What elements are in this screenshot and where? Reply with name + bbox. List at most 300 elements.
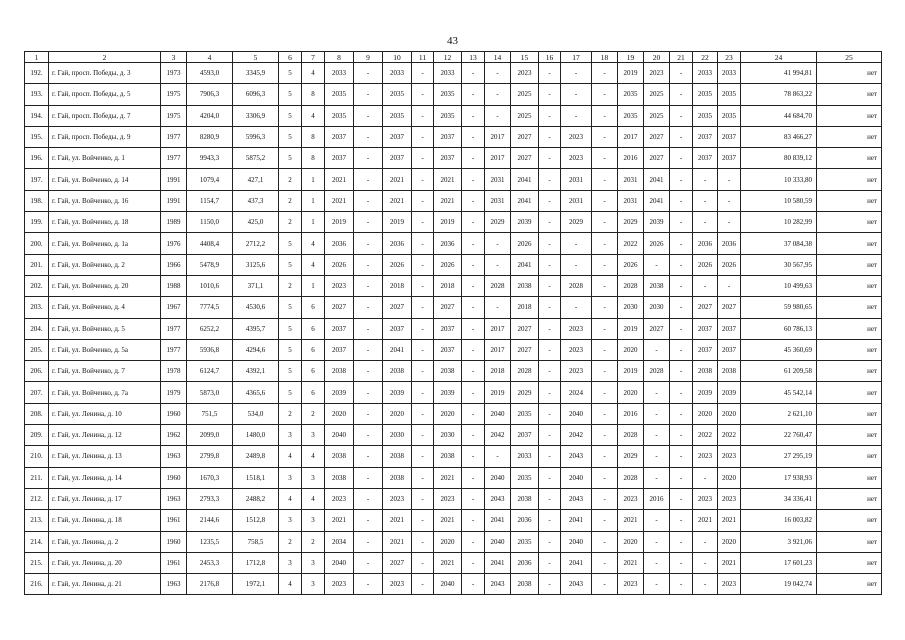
row-number-cell: 195. — [25, 126, 49, 147]
table-cell: 4 — [279, 446, 302, 467]
table-cell: 2033 — [325, 63, 354, 84]
table-cell: 1512,8 — [233, 510, 279, 531]
table-cell: 2040 — [561, 403, 592, 424]
table-cell: 4365,6 — [233, 382, 279, 403]
table-cell: 2027 — [718, 297, 741, 318]
table-cell: 2037 — [383, 126, 412, 147]
table-row — [25, 190, 882, 211]
table-cell: - — [354, 574, 383, 595]
table-cell: - — [539, 84, 561, 105]
table-cell: нет — [817, 297, 882, 318]
table-row — [25, 318, 882, 339]
table-cell: - — [462, 297, 485, 318]
table-cell: 5 — [279, 339, 302, 360]
table-cell: 2026 — [325, 254, 354, 275]
table-cell: - — [539, 361, 561, 382]
table-cell: 2033 — [434, 63, 462, 84]
table-cell: 2038 — [325, 446, 354, 467]
table-cell: 10 499,63 — [741, 275, 817, 296]
table-cell: 2027 — [383, 552, 412, 573]
address-cell: г. Гай, ул. Ленина, д. 21 — [49, 574, 161, 595]
table-cell: - — [670, 105, 693, 126]
table-cell: 2023 — [383, 574, 412, 595]
column-number-header: 20 — [644, 52, 670, 63]
table-cell: 17 938,93 — [741, 467, 817, 488]
table-cell: - — [670, 169, 693, 190]
table-cell: нет — [817, 425, 882, 446]
table-cell: - — [462, 105, 485, 126]
table-cell: 3 921,06 — [741, 531, 817, 552]
table-cell: 2028 — [485, 275, 511, 296]
address-cell: г. Гай, ул. Ленина, д. 10 — [49, 403, 161, 424]
table-cell: 2035 — [511, 403, 539, 424]
table-cell: 2042 — [485, 425, 511, 446]
row-number-cell: 196. — [25, 148, 49, 169]
table-cell: - — [462, 190, 485, 211]
table-cell: 1960 — [161, 403, 187, 424]
table-cell: 2040 — [485, 403, 511, 424]
table-cell: - — [561, 84, 592, 105]
table-cell: 2 — [279, 403, 302, 424]
table-cell: 3 — [302, 425, 325, 446]
table-cell: - — [354, 148, 383, 169]
table-cell: - — [354, 446, 383, 467]
table-cell: 2026 — [511, 233, 539, 254]
table-cell: 2020 — [718, 403, 741, 424]
table-cell: 2025 — [644, 84, 670, 105]
table-cell: 1977 — [161, 126, 187, 147]
table-cell: 2027 — [434, 297, 462, 318]
table-cell: - — [462, 233, 485, 254]
table-cell: 2144,6 — [187, 510, 233, 531]
table-cell: 2019 — [485, 382, 511, 403]
table-cell: 2020 — [618, 382, 644, 403]
table-cell: - — [718, 190, 741, 211]
table-cell: нет — [817, 105, 882, 126]
table-cell: 4 — [302, 105, 325, 126]
table-cell: - — [592, 297, 618, 318]
table-cell: 5 — [279, 148, 302, 169]
column-number-header: 12 — [434, 52, 462, 63]
table-cell: 2039 — [511, 212, 539, 233]
table-cell: 4530,6 — [233, 297, 279, 318]
table-cell: 2022 — [618, 233, 644, 254]
table-cell: 2023 — [561, 148, 592, 169]
table-cell: - — [462, 552, 485, 573]
table-cell: - — [412, 148, 434, 169]
table-cell: 2023 — [325, 574, 354, 595]
table-row — [25, 574, 882, 595]
table-row — [25, 446, 882, 467]
table-cell: 2030 — [618, 297, 644, 318]
table-cell: 2019 — [434, 212, 462, 233]
table-cell: - — [539, 318, 561, 339]
table-cell: 2038 — [718, 361, 741, 382]
table-cell: - — [644, 425, 670, 446]
column-number-header: 3 — [161, 52, 187, 63]
table-cell: 2038 — [434, 361, 462, 382]
table-cell: 4 — [302, 254, 325, 275]
table-cell: 2037 — [325, 148, 354, 169]
table-cell: 2020 — [693, 403, 718, 424]
table-cell: 2038 — [434, 446, 462, 467]
table-cell: - — [670, 403, 693, 424]
table-cell: - — [412, 361, 434, 382]
table-cell: 1 — [302, 169, 325, 190]
table-cell: 2036 — [511, 510, 539, 531]
address-cell: г. Гай, ул. Войченко, д. 20 — [49, 275, 161, 296]
table-cell: - — [670, 233, 693, 254]
table-cell: нет — [817, 467, 882, 488]
table-cell: 2023 — [511, 63, 539, 84]
table-cell: - — [644, 254, 670, 275]
table-cell: 2023 — [718, 488, 741, 509]
column-number-header: 11 — [412, 52, 434, 63]
table-cell: 5 — [279, 63, 302, 84]
row-number-cell: 207. — [25, 382, 49, 403]
table-cell: 1989 — [161, 212, 187, 233]
table-cell: 2025 — [644, 105, 670, 126]
table-cell: 2453,3 — [187, 552, 233, 573]
table-cell: 2028 — [561, 275, 592, 296]
table-cell: 2037 — [434, 318, 462, 339]
table-cell: 2026 — [718, 254, 741, 275]
table-cell: 2029 — [618, 212, 644, 233]
table-cell: 2041 — [644, 169, 670, 190]
table-cell: 2031 — [618, 169, 644, 190]
table-cell: 2023 — [644, 63, 670, 84]
address-cell: г. Гай, ул. Ленина, д. 18 — [49, 510, 161, 531]
table-cell: - — [718, 169, 741, 190]
table-cell: - — [354, 63, 383, 84]
column-number-header: 16 — [539, 52, 561, 63]
table-cell: 2025 — [511, 105, 539, 126]
table-cell: 2037 — [718, 318, 741, 339]
table-cell: - — [354, 105, 383, 126]
table-cell: 22 760,47 — [741, 425, 817, 446]
table-cell: - — [412, 425, 434, 446]
table-cell: 2035 — [693, 105, 718, 126]
table-cell: - — [644, 382, 670, 403]
table-cell: 2022 — [718, 425, 741, 446]
table-cell: - — [561, 63, 592, 84]
row-number-cell: 212. — [25, 488, 49, 509]
table-cell: 2023 — [693, 446, 718, 467]
table-cell: 2041 — [644, 190, 670, 211]
table-cell: - — [644, 467, 670, 488]
table-cell: 1712,8 — [233, 552, 279, 573]
table-cell: 3 — [279, 467, 302, 488]
table-cell: 3306,9 — [233, 105, 279, 126]
table-cell: - — [539, 126, 561, 147]
table-cell: 10 333,80 — [741, 169, 817, 190]
table-cell: - — [462, 361, 485, 382]
table-cell: 8280,9 — [187, 126, 233, 147]
table-cell: 2 621,10 — [741, 403, 817, 424]
column-number-header: 7 — [302, 52, 325, 63]
table-cell: - — [412, 382, 434, 403]
table-cell: 2026 — [693, 254, 718, 275]
table-cell: 2028 — [618, 467, 644, 488]
table-cell: - — [670, 297, 693, 318]
table-cell: 2035 — [434, 84, 462, 105]
table-cell: 2019 — [325, 212, 354, 233]
table-cell: 2036 — [434, 233, 462, 254]
table-cell: 2026 — [644, 233, 670, 254]
table-cell: 5875,2 — [233, 148, 279, 169]
table-cell: 751,5 — [187, 403, 233, 424]
table-cell: 80 839,12 — [741, 148, 817, 169]
table-row — [25, 467, 882, 488]
table-cell: - — [412, 318, 434, 339]
table-cell: 1963 — [161, 488, 187, 509]
table-cell: 2033 — [693, 63, 718, 84]
table-cell: 2030 — [644, 297, 670, 318]
table-cell: 2040 — [325, 425, 354, 446]
table-cell: 19 042,74 — [741, 574, 817, 595]
table-cell: 2712,2 — [233, 233, 279, 254]
table-cell: - — [670, 488, 693, 509]
table-cell: - — [462, 403, 485, 424]
table-cell: - — [412, 126, 434, 147]
table-cell: - — [539, 574, 561, 595]
table-cell: нет — [817, 233, 882, 254]
row-number-cell: 211. — [25, 467, 49, 488]
table-cell: 2017 — [485, 339, 511, 360]
table-cell: 3125,6 — [233, 254, 279, 275]
address-cell: г. Гай, ул. Войченко, д. 1 — [49, 148, 161, 169]
table-cell: 2037 — [511, 425, 539, 446]
table-cell: - — [693, 531, 718, 552]
table-cell: - — [718, 275, 741, 296]
table-row — [25, 510, 882, 531]
table-cell: 3 — [302, 510, 325, 531]
table-cell: 2036 — [325, 233, 354, 254]
table-cell: нет — [817, 212, 882, 233]
table-cell: 2176,8 — [187, 574, 233, 595]
table-cell: - — [412, 84, 434, 105]
table-cell: 2029 — [561, 212, 592, 233]
table-cell: - — [412, 190, 434, 211]
table-cell: - — [412, 339, 434, 360]
row-number-cell: 215. — [25, 552, 49, 573]
table-cell: - — [670, 275, 693, 296]
table-row — [25, 552, 882, 573]
row-number-cell: 216. — [25, 574, 49, 595]
table-cell: - — [412, 63, 434, 84]
table-cell: 2026 — [434, 254, 462, 275]
table-cell: - — [354, 169, 383, 190]
table-cell: - — [354, 552, 383, 573]
page-number: 43 — [447, 35, 458, 47]
table-cell: 2038 — [383, 361, 412, 382]
table-cell: 2039 — [693, 382, 718, 403]
table-cell: 2021 — [383, 510, 412, 531]
table-cell: 1979 — [161, 382, 187, 403]
table-cell: - — [539, 297, 561, 318]
column-number-header: 14 — [485, 52, 511, 63]
table-cell: 2033 — [511, 446, 539, 467]
table-cell: - — [412, 254, 434, 275]
row-number-cell: 204. — [25, 318, 49, 339]
table-cell: 2021 — [618, 510, 644, 531]
table-cell: - — [462, 275, 485, 296]
table-row — [25, 254, 882, 275]
table-cell: - — [412, 488, 434, 509]
table-cell: 2021 — [718, 510, 741, 531]
table-cell: 1961 — [161, 552, 187, 573]
table-cell: 2027 — [511, 318, 539, 339]
table-cell: - — [462, 488, 485, 509]
table-cell: 425,0 — [233, 212, 279, 233]
table-cell: 5 — [279, 254, 302, 275]
table-cell: 2019 — [618, 361, 644, 382]
table-cell: 2037 — [718, 126, 741, 147]
table-cell: 2039 — [718, 382, 741, 403]
address-cell: г. Гай, ул. Войченко, д. 18 — [49, 212, 161, 233]
row-number-cell: 206. — [25, 361, 49, 382]
table-cell: - — [412, 552, 434, 573]
table-cell: - — [354, 297, 383, 318]
table-cell: 758,5 — [233, 531, 279, 552]
table-cell: 2037 — [383, 148, 412, 169]
table-cell: 2488,2 — [233, 488, 279, 509]
table-cell: 1961 — [161, 510, 187, 531]
table-cell: 2042 — [561, 425, 592, 446]
table-cell: 2029 — [618, 446, 644, 467]
table-row — [25, 105, 882, 126]
table-cell: 2036 — [693, 233, 718, 254]
table-cell: - — [462, 84, 485, 105]
table-cell: 2021 — [325, 169, 354, 190]
table-cell: 2043 — [561, 574, 592, 595]
table-cell: - — [412, 275, 434, 296]
table-cell: - — [670, 212, 693, 233]
table-cell: 2022 — [693, 425, 718, 446]
table-cell: 2041 — [561, 510, 592, 531]
table-cell: 2035 — [383, 84, 412, 105]
table-cell: 6 — [302, 382, 325, 403]
column-number-header: 1 — [25, 52, 49, 63]
table-cell: - — [670, 84, 693, 105]
table-cell: 1972,1 — [233, 574, 279, 595]
table-cell: 7774,5 — [187, 297, 233, 318]
table-cell: 44 684,70 — [741, 105, 817, 126]
table-cell: 2043 — [485, 574, 511, 595]
table-cell: - — [354, 84, 383, 105]
table-cell: 3 — [279, 425, 302, 446]
table-cell: 6 — [302, 361, 325, 382]
table-cell: - — [539, 190, 561, 211]
table-row — [25, 339, 882, 360]
table-cell: 2031 — [485, 169, 511, 190]
table-cell: - — [644, 339, 670, 360]
table-cell: - — [354, 403, 383, 424]
table-cell: 2 — [302, 531, 325, 552]
table-cell: - — [592, 425, 618, 446]
table-cell: 2023 — [618, 488, 644, 509]
table-cell: 2023 — [561, 361, 592, 382]
table-cell: 2028 — [644, 361, 670, 382]
table-cell: 2021 — [325, 190, 354, 211]
table-cell: 6252,2 — [187, 318, 233, 339]
table-cell: - — [539, 212, 561, 233]
table-cell: 2040 — [485, 467, 511, 488]
table-cell: нет — [817, 318, 882, 339]
table-cell: 2027 — [511, 339, 539, 360]
table-cell: 1010,6 — [187, 275, 233, 296]
table-cell: - — [412, 446, 434, 467]
table-cell: 2028 — [511, 361, 539, 382]
address-cell: г. Гай, просп. Победы, д. 7 — [49, 105, 161, 126]
table-cell: 2027 — [644, 148, 670, 169]
table-cell: - — [718, 212, 741, 233]
table-cell: - — [592, 254, 618, 275]
table-cell: 2 — [302, 403, 325, 424]
table-cell: 2031 — [618, 190, 644, 211]
table-cell: нет — [817, 126, 882, 147]
table-cell: - — [539, 425, 561, 446]
row-number-cell: 202. — [25, 275, 49, 296]
table-cell: - — [670, 574, 693, 595]
table-cell: 6 — [302, 339, 325, 360]
table-cell: - — [485, 254, 511, 275]
table-cell: - — [462, 446, 485, 467]
table-cell: - — [354, 382, 383, 403]
column-number-header: 23 — [718, 52, 741, 63]
table-cell: 437,3 — [233, 190, 279, 211]
row-number-cell: 209. — [25, 425, 49, 446]
table-cell: 2037 — [718, 148, 741, 169]
table-cell: 2035 — [718, 105, 741, 126]
table-cell: 1 — [302, 275, 325, 296]
table-cell: - — [539, 531, 561, 552]
table-cell: - — [354, 212, 383, 233]
table-cell: - — [485, 233, 511, 254]
table-cell: 2037 — [325, 318, 354, 339]
table-cell: 7906,3 — [187, 84, 233, 105]
table-cell: нет — [817, 488, 882, 509]
table-cell: нет — [817, 63, 882, 84]
table-cell: - — [354, 190, 383, 211]
address-cell: г. Гай, ул. Войченко, д. 16 — [49, 190, 161, 211]
row-number-cell: 200. — [25, 233, 49, 254]
table-cell: - — [412, 169, 434, 190]
table-cell: 27 295,19 — [741, 446, 817, 467]
address-cell: г. Гай, просп. Победы, д. 5 — [49, 84, 161, 105]
table-cell: - — [462, 148, 485, 169]
table-row — [25, 169, 882, 190]
table-cell: 2040 — [434, 574, 462, 595]
table-cell: 2027 — [511, 148, 539, 169]
table-cell: - — [354, 510, 383, 531]
table-cell: 4294,6 — [233, 339, 279, 360]
table-cell: 5 — [279, 105, 302, 126]
table-row — [25, 531, 882, 552]
table-cell: 2019 — [618, 63, 644, 84]
table-cell: 61 209,58 — [741, 361, 817, 382]
table-cell: - — [539, 552, 561, 573]
table-cell: - — [592, 403, 618, 424]
table-cell: 2018 — [511, 297, 539, 318]
table-cell: 4408,4 — [187, 233, 233, 254]
table-cell: 2016 — [618, 403, 644, 424]
address-cell: г. Гай, ул. Войченко, д. 14 — [49, 169, 161, 190]
table-cell: 5 — [279, 318, 302, 339]
row-number-cell: 214. — [25, 531, 49, 552]
table-cell: 1975 — [161, 84, 187, 105]
table-cell: - — [693, 552, 718, 573]
